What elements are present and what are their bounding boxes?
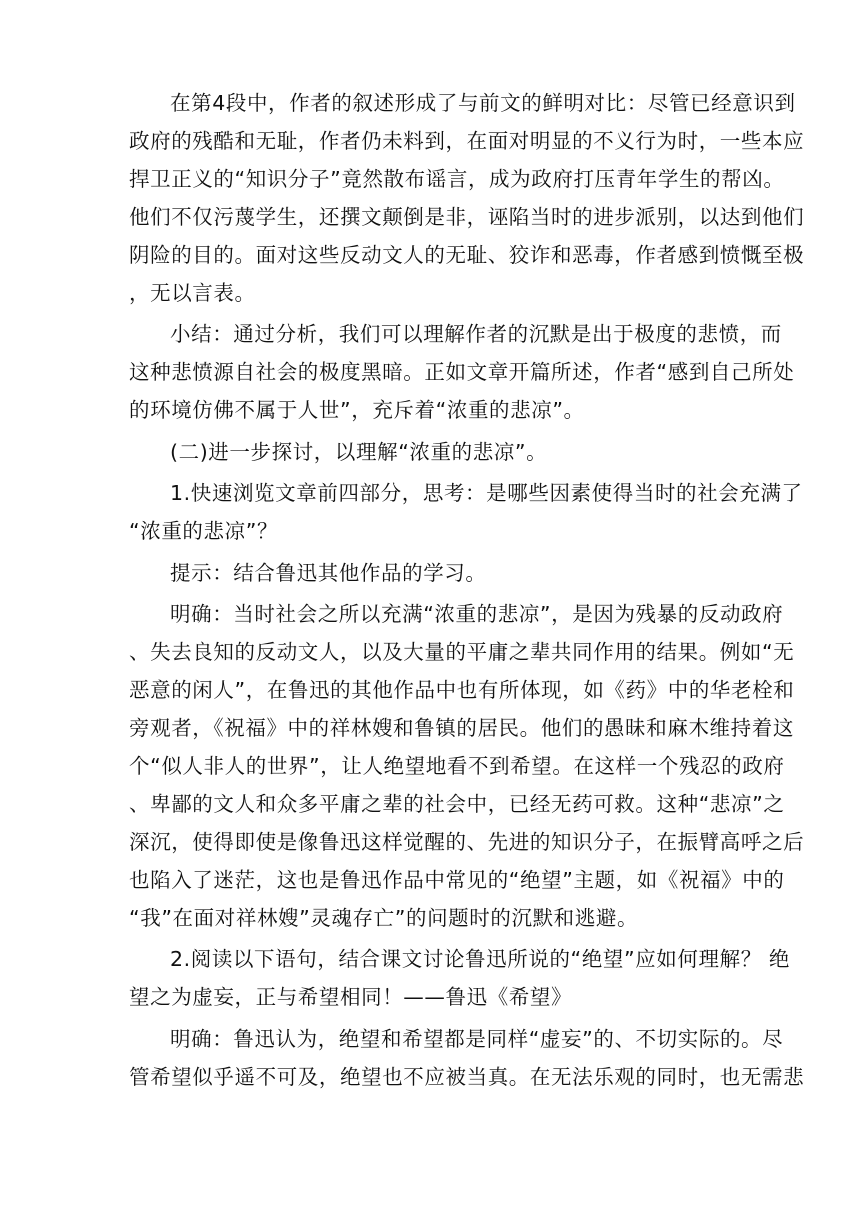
text-line: 个“似人非人的世界”，让人绝望地看不到希望。在这样一个残忍的政府 <box>129 753 785 778</box>
text-line: 这种悲愤源自社会的极度黑暗。正如文章开篇所述，作者“感到自己所处 <box>129 360 795 385</box>
paragraph-summary <box>88 315 795 429</box>
text-line: 他们不仅污蔑学生，还撰文颠倒是非，诬陷当时的进步派别，以达到他们 <box>129 205 805 229</box>
section-heading <box>88 433 770 471</box>
text-line: 恶意的闲人”，在鲁迅的其他作品中也有所体现，如《药》中的华老栓和 <box>129 677 795 702</box>
text-line: 提示：结合鲁迅其他作品的学习。 <box>170 560 487 585</box>
paragraph-section-4-analysis <box>88 84 805 312</box>
text-line: 明确：当时社会之所以充满“浓重的悲凉”，是因为残暴的反动政府 <box>170 601 784 626</box>
text-line: 旁观者，《祝福》中的祥林嫂和鲁镇的居民。他们的愚昧和麻木维持着这 <box>129 715 794 740</box>
text-line: 政府的残酷和无耻，作者仍未料到，在面对明显的不义行为时，一些本应 <box>129 129 805 153</box>
question-2 <box>88 940 791 1016</box>
text-line: (二)进一步探讨，以理解“浓重的悲凉”。 <box>170 439 548 464</box>
text-line: 、失去良知的反动文人，以及大量的平庸之辈共同作用的结果。例如“无 <box>129 639 795 664</box>
text-line: 1.快速浏览文章前四部分，思考：是哪些因素使得当时的社会充满了 <box>170 481 803 506</box>
text-line: “我”在面对祥林嫂”灵魂存亡”的问题时的沉默和逃避。 <box>129 905 639 930</box>
text-line: ，无以言表。 <box>129 281 256 305</box>
text-line: 的环境仿佛不属于人世”，充斥着“浓重的悲凉”。 <box>129 398 585 423</box>
text-line: 也陷入了迷茫，这也是鲁迅作品中常见的“绝望”主题，如《祝福》中的 <box>129 867 785 892</box>
text-line: “浓重的悲凉”？ <box>129 519 279 544</box>
text-line: 捍卫正义的“知识分子”竟然散布谣言，成为政府打压青年学生的帮凶。 <box>129 167 785 191</box>
answer-2-paragraph <box>88 1020 805 1096</box>
text-line: 2.阅读以下语句，结合课文讨论鲁迅所说的“绝望”应如何理解？ 绝 <box>170 947 791 972</box>
question-1 <box>88 474 803 550</box>
text-line: 小结：通过分析，我们可以理解作者的沉默是出于极度的悲愤，而 <box>170 322 782 347</box>
hint-paragraph <box>88 554 770 592</box>
text-line: 在第4段中，作者的叙述形成了与前文的鲜明对比：尽管已经意识到 <box>170 91 796 115</box>
text-line: 明确：鲁迅认为，绝望和希望都是同样“虚妄”的、不切实际的。尽 <box>170 1026 784 1051</box>
document-body <box>88 84 805 1099</box>
text-line: 阴险的目的。面对这些反动文人的无耻、狡诈和恶毒，作者感到愤慨至极 <box>129 243 805 267</box>
answer-1-paragraph <box>88 595 805 937</box>
text-line: 深沉，使得即使是像鲁迅这样觉醒的、先进的知识分子，在振臂高呼之后 <box>129 829 805 854</box>
text-line: 、卑鄙的文人和众多平庸之辈的社会中，已经无药可救。这种“悲凉”之 <box>129 791 785 816</box>
text-line: 管希望似乎遥不可及，绝望也不应被当真。在无法乐观的同时，也无需悲 <box>129 1064 805 1089</box>
text-line: 望之为虚妄，正与希望相同！——鲁迅《希望》 <box>129 985 573 1010</box>
